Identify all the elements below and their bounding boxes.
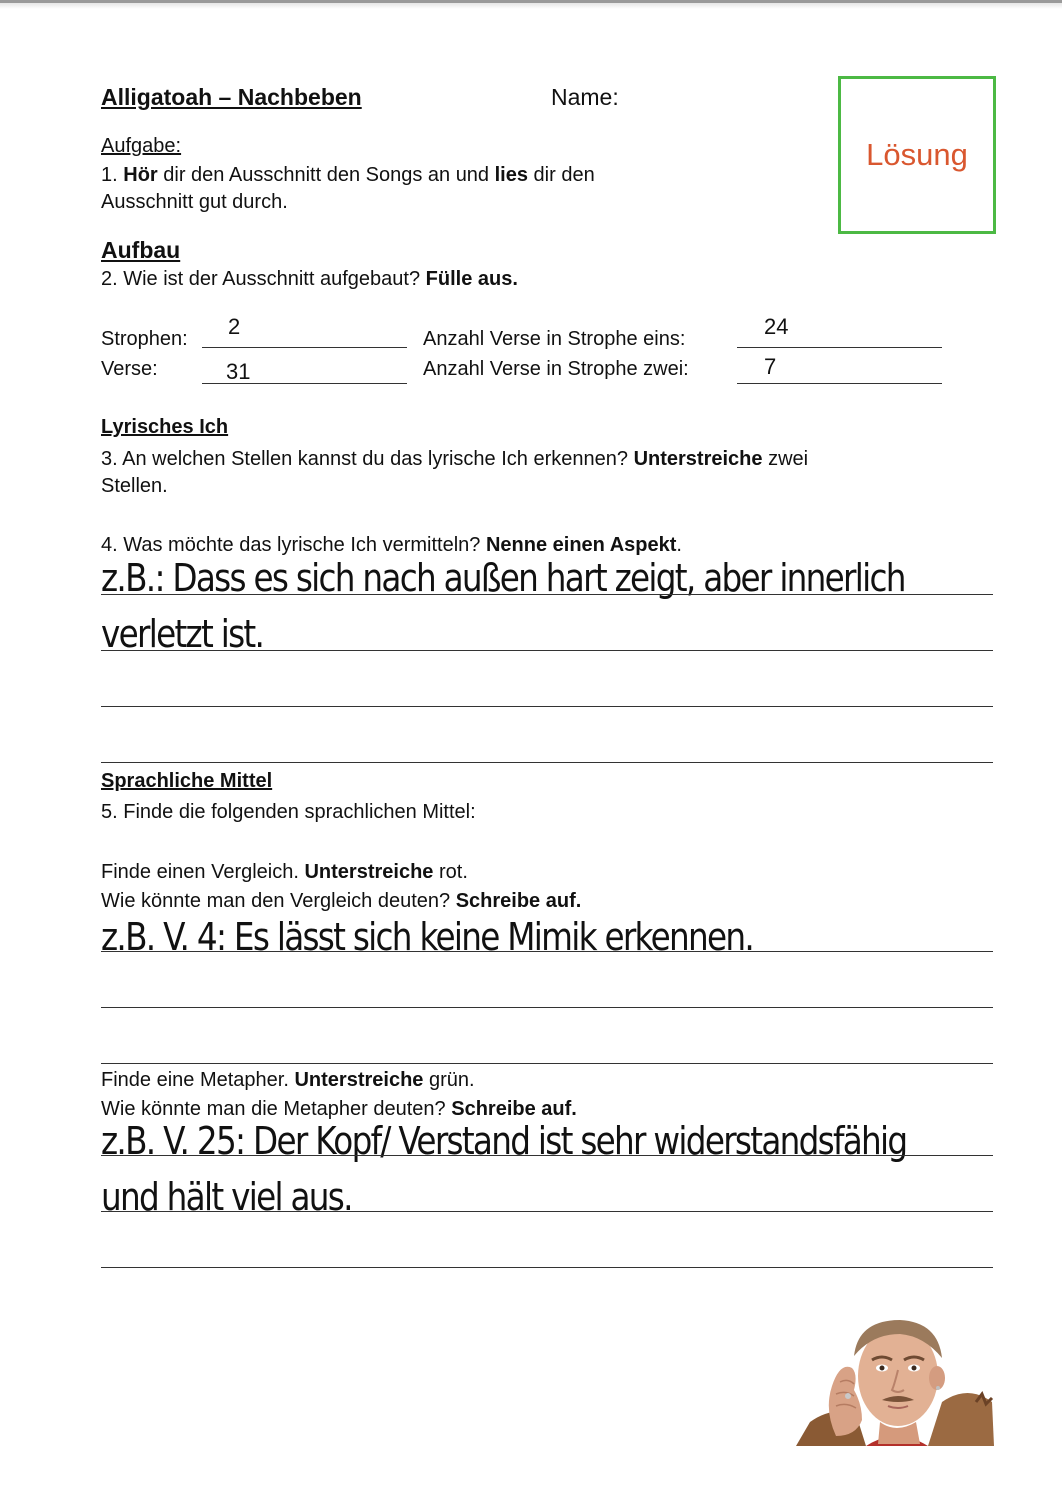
question-3-text: 3. An welchen Stellen kannst du das lyrische Ich erkennen? <box>101 448 628 470</box>
strophe-one-answer-line <box>737 347 942 348</box>
artist-portrait-image <box>796 1318 994 1446</box>
task-item-1-verb-hoer: Hör <box>123 164 158 186</box>
vergleich-task <box>101 859 468 886</box>
metapher-writing-line-3 <box>101 1267 993 1268</box>
metapher-task-instruction: Unterstreiche <box>294 1069 424 1091</box>
answer-4-writing-line-2 <box>101 650 993 651</box>
window-top-shadow <box>0 3 1062 9</box>
task-item-1-line2: Ausschnitt gut durch. <box>101 191 288 213</box>
strophe-one-value: 24 <box>764 314 789 339</box>
metapher-task-text: Finde eine Metapher. <box>101 1069 289 1091</box>
verse-label: Verse: <box>101 358 158 380</box>
task-item-1 <box>101 162 595 189</box>
question-2 <box>101 266 518 293</box>
question-2-instruction: Fülle aus. <box>425 268 518 290</box>
question-4 <box>101 532 682 559</box>
strophe-two-answer-line <box>737 383 942 384</box>
answer-4-writing-line-4 <box>101 762 993 763</box>
hand <box>829 1367 862 1436</box>
vergleich-question-instruction: Schreibe auf. <box>455 890 582 912</box>
task-item-1-end: dir den <box>533 164 595 186</box>
metapher-task <box>101 1067 475 1094</box>
vergleich-task-text: Finde einen Vergleich. <box>101 861 299 883</box>
question-4-text: 4. Was möchte das lyrische Ich vermitteln? <box>101 534 481 556</box>
strophe-one-label: Anzahl Verse in Strophe eins: <box>423 328 686 350</box>
worksheet-title: Alligatoah – Nachbeben <box>101 84 362 110</box>
strophen-label: Strophen: <box>101 328 188 350</box>
strophen-value: 2 <box>228 314 241 339</box>
name-label: Name: <box>551 84 619 110</box>
strophe-two-label: Anzahl Verse in Strophe zwei: <box>423 358 689 380</box>
answer-4-writing-line-1 <box>101 594 993 595</box>
metapher-answer-line2: und hält viel aus. <box>101 1175 352 1219</box>
vergleich-question-text: Wie könnte man den Vergleich deuten? <box>101 890 451 912</box>
vergleich-task-color: rot. <box>438 861 468 883</box>
metapher-question-text: Wie könnte man die Metapher deuten? <box>101 1098 446 1120</box>
task-item-1-verb-lies: lies <box>494 164 528 186</box>
question-3-instruction: Unterstreiche <box>633 448 763 470</box>
vergleich-writing-line-1 <box>101 951 993 952</box>
task-item-1-number: 1. <box>101 164 118 186</box>
question-4-end: . <box>676 534 682 556</box>
task-label: Aufgabe: <box>101 135 182 157</box>
answer-4-line2: verletzt ist. <box>101 612 264 656</box>
metapher-writing-line-1 <box>101 1155 993 1156</box>
metapher-question-instruction: Schreibe auf. <box>451 1098 577 1120</box>
solution-badge-label: Lösung <box>866 137 968 172</box>
vergleich-writing-line-2 <box>101 1007 993 1008</box>
question-4-instruction: Nenne einen Aspekt <box>485 534 677 556</box>
vergleich-writing-line-3 <box>101 1063 993 1064</box>
solution-badge <box>838 76 996 234</box>
question-5: 5. Finde die folgenden sprachlichen Mittel: <box>101 801 476 823</box>
vergleich-answer: z.B. V. 4: Es lässt sich keine Mimik erkennen. <box>101 915 754 959</box>
vergleich-question <box>101 888 581 915</box>
question-3 <box>101 446 808 473</box>
verse-answer-line <box>202 383 407 384</box>
lyrisches-ich-heading: Lyrisches Ich <box>101 416 229 438</box>
aufbau-heading: Aufbau <box>101 237 181 263</box>
answer-4-writing-line-3 <box>101 706 993 707</box>
vergleich-task-instruction: Unterstreiche <box>304 861 434 883</box>
strophen-answer-line <box>202 347 407 348</box>
question-3-line2: Stellen. <box>101 475 168 497</box>
strophe-two-value: 7 <box>764 354 777 379</box>
sprachliche-mittel-heading: Sprachliche Mittel <box>101 770 273 792</box>
task-item-1-middle: dir den Ausschnitt den Songs an und <box>163 164 490 186</box>
answer-4-line1: z.B.: Dass es sich nach außen hart zeigt, aber innerlich <box>101 556 905 600</box>
question-2-text: 2. Wie ist der Ausschnitt aufgebaut? <box>101 268 421 290</box>
metapher-writing-line-2 <box>101 1211 993 1212</box>
metapher-answer-line1: z.B. V. 25: Der Kopf/ Verstand ist sehr widerstandsfähig <box>101 1119 907 1163</box>
metapher-task-color: grün. <box>428 1069 475 1091</box>
verse-value: 31 <box>226 359 251 384</box>
question-3-end: zwei <box>768 448 809 470</box>
